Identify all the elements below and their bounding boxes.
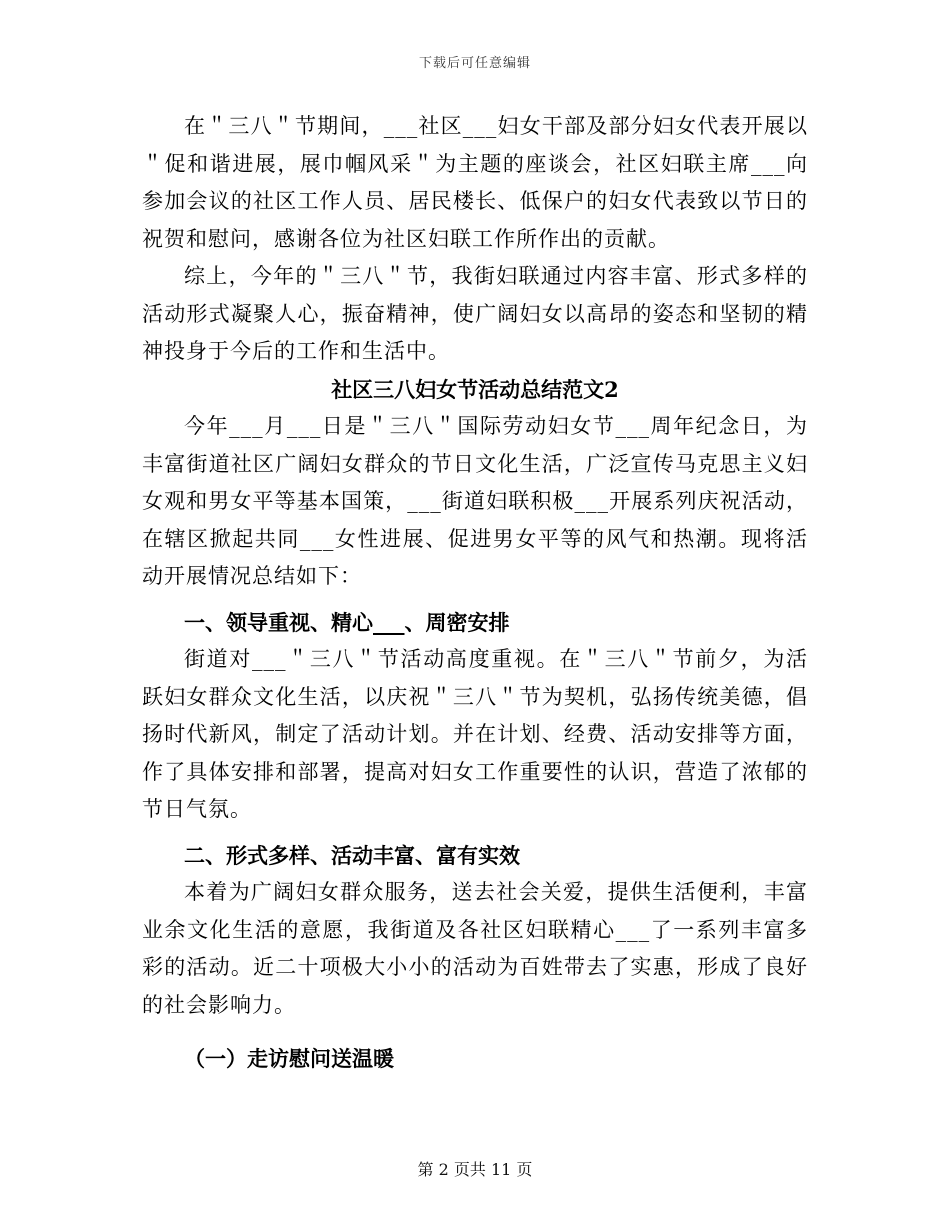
heading-activities: 二、形式多样、活动丰富、富有实效	[184, 842, 520, 868]
section-title: 社区三八妇女节活动总结范文2	[331, 376, 619, 402]
heading-leadership: 一、领导重视、精心___、周密安排	[184, 609, 510, 635]
page-number: 第 2 页共 11 页	[417, 1160, 533, 1179]
paragraph-summary: 综上，今年的＂三八＂节，我街妇联通过内容丰富、形式多样的活动形式凝聚人心，振奋精神，使广阔妇女以高昂的姿态和坚韧的精神投身于今后的工作和生活中。	[142, 264, 808, 363]
paragraph-activities: 本着为广阔妇女群众服务，送去社会关爱，提供生活便利，丰富业余文化生活的意愿，我街道及各社区妇联精心___了一系列丰富多彩的活动。近二十项极大小小的活动为百姓带去了实惠，形成了良好的社会影响力。	[142, 880, 808, 1017]
paragraph-leadership: 街道对___＂三八＂节活动高度重视。在＂三八＂节前夕，为活跃妇女群众文化生活，以庆祝＂三八＂节为契机，弘扬传统美德，倡扬时代新风，制定了活动计划。并在计划、经费、活动安排等方面，作了具体安排和部署，提高对妇女工作重要性的认识，营造了浓郁的节日气氛。	[142, 647, 808, 821]
page-header: 下载后可任意编辑	[418, 56, 531, 71]
document-body	[142, 108, 808, 1078]
paragraph-seminar: 在＂三八＂节期间，___社区___妇女干部及部分妇女代表开展以＂促和谐进展，展巾帼风采＂为主题的座谈会，社区妇联主席___向参加会议的社区工作人员、居民楼长、低保户的妇女代表致以节日的祝贺和慰问，感谢各位为社区妇联工作所作出的贡献。	[142, 114, 808, 251]
heading-visits: （一）走访慰问送温暖	[184, 1046, 394, 1071]
paragraph-intro: 今年___月___日是＂三八＂国际劳动妇女节___周年纪念日，为丰富街道社区广阔妇女群众的节日文化生活，广泛宣传马克思主义妇女观和男女平等基本国策，___街道妇联积极___开展系列庆祝活动，在辖区掀起共同___女性进展、促进男女平等的风气和热潮。现将活动开展情况总结如下：	[142, 414, 808, 588]
